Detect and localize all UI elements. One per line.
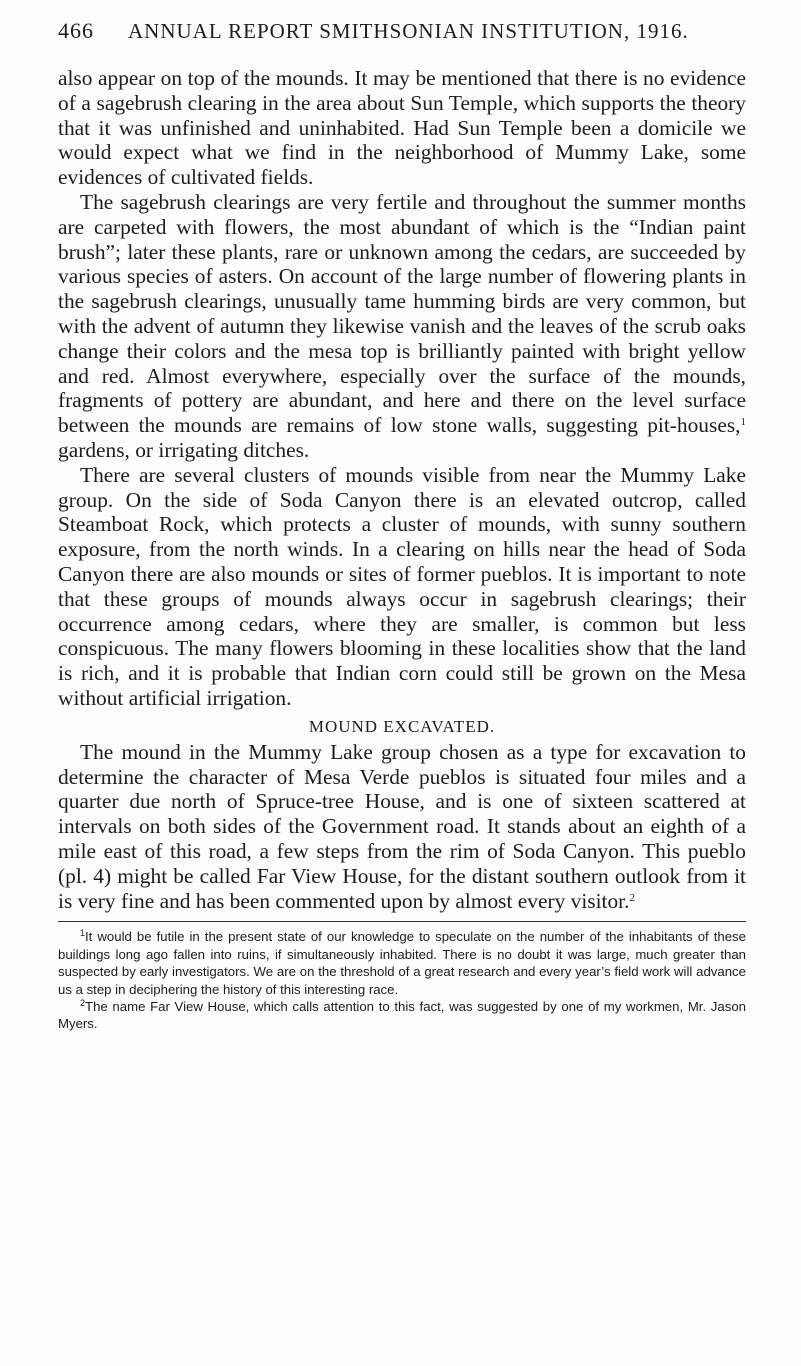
page-number: 466 (58, 18, 94, 43)
paragraph: There are several clusters of mounds visible from near the Mummy Lake group. On the side of Soda Canyon there is an elevated outcrop, called Steamboat Rock, which protects a cluster of mounds, with sunny southern exposure, from the north winds. In a clearing on hills near the head of Soda Canyon there are also mounds or sites of former pueblos. It is important to note that these groups of mounds always occur in sagebrush clearings; their occurrence among cedars, where they are smaller, is common but less conspicuous. The many flowers blooming in these localities show that the land is rich, and it is probable that Indian corn could still be grown on the Mesa without artificial irrigation. (58, 462, 746, 710)
running-title: ANNUAL REPORT SMITHSONIAN INSTITUTION, 1916. (128, 19, 689, 43)
body-text (58, 66, 746, 1033)
paragraph (58, 740, 746, 914)
footnote-text: It would be futile in the present state of our knowledge to speculate on the number of the inhabitants of these buildings long ago fallen into ruins, if simultaneously inhabited. There is no doubt it was large, much greater than suspected by early investigators. We are on the threshold of a great research and every year’s field work will advance us a step in deciphering the history of this interesting race. (58, 929, 746, 997)
section-heading: MOUND EXCAVATED. (308, 716, 496, 736)
footnote-divider (58, 921, 746, 922)
footnote-ref: 1 (740, 416, 746, 429)
footnote-text: The name Far View House, which calls attention to this fact, was suggested by one of my workmen, Mr. Jason Myers. (58, 998, 746, 1032)
footnote (58, 928, 746, 998)
paragraph-text: gardens, or irrigating ditches. (58, 437, 310, 462)
paragraph-text: The mound in the Mummy Lake group chosen as a type for excavation to determine the character of Mesa Verde pueblos is situated four miles and a quarter due north of Spruce-tree House, and is one of sixteen scattered at intervals on both sides of the Government road. It stands about an eighth of a mile east of this road, a few steps from the rim of Soda Canyon. This pueblo (pl. 4) might be called Far View House, for the distant southern outlook from it is very fine and has been commented upon by almost every visitor. (58, 739, 746, 913)
paragraph-text: The sagebrush clearings are very fertile and throughout the summer months are carpeted with flowers, the most abundant of which is the “Indian paint brush”; later these plants, rare or unknown among the cedars, are succeeded by various species of asters. On account of the large number of flowering plants in the sagebrush clearings, unusually tame humming birds are very common, but with the advent of autumn they likewise vanish and the leaves of the scrub oaks change their colors and the mesa top is brilliantly painted with bright yellow and red. Almost everywhere, especially over the surface of the mounds, fragments of pottery are abundant, and here and there on the level surface between the mounds are remains of low stone walls, suggesting pit-houses, (58, 189, 746, 438)
footnote (58, 998, 746, 1033)
footnote-mark: 1 (80, 928, 86, 939)
paragraph (58, 190, 746, 463)
footnote-mark: 2 (80, 997, 86, 1008)
paragraph: also appear on top of the mounds. It may be mentioned that there is no evidence of a sagebrush clearing in the area about Sun Temple, which supports the theory that it was unfinished and uninhabited. Had Sun Temple been a domicile we would expect what we find in the neighborhood of Mummy Lake, some evidences of cultivated fields. (58, 66, 746, 190)
running-header (58, 18, 743, 44)
footnote-ref: 2 (629, 891, 635, 904)
